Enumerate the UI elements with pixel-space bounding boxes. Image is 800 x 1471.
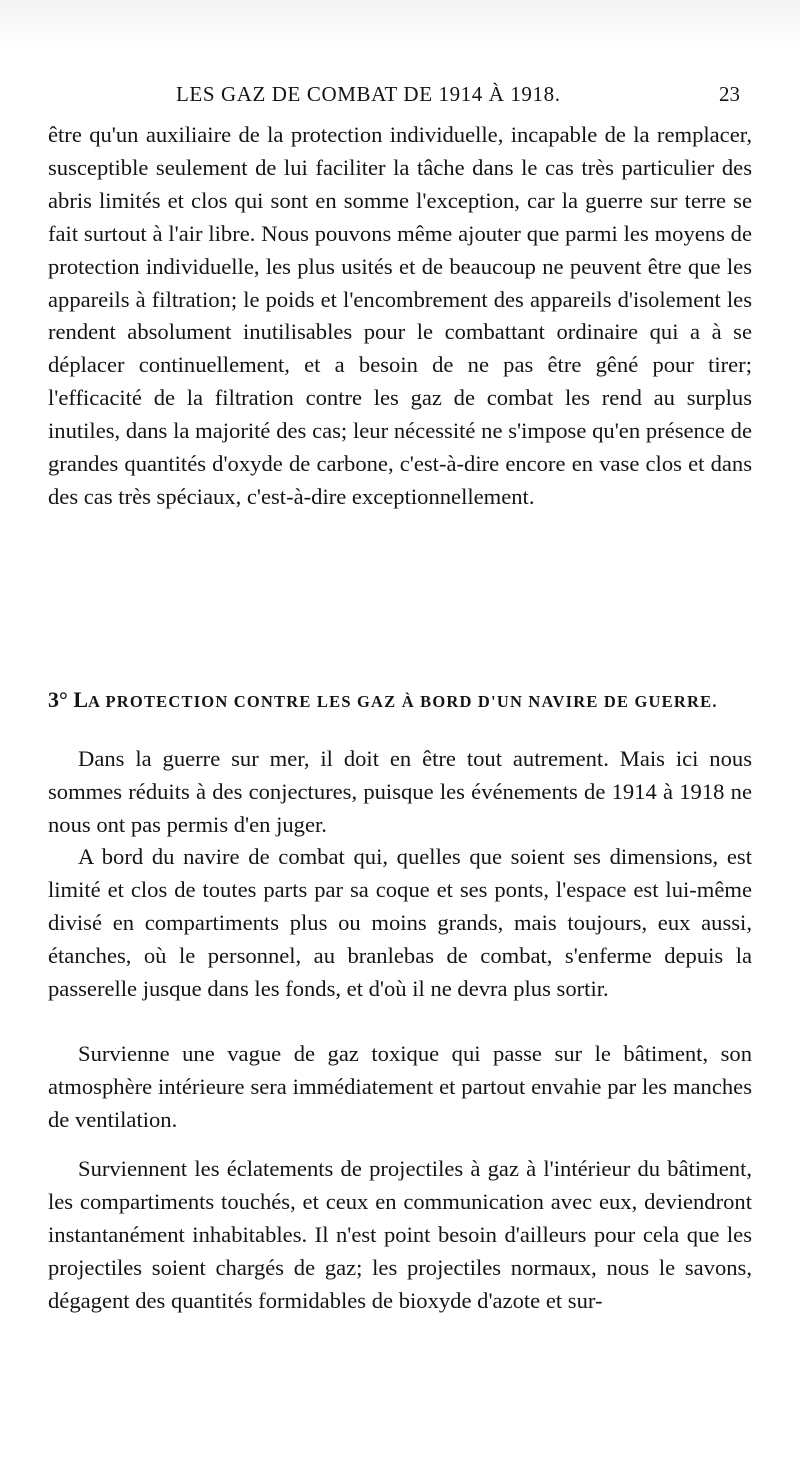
section-heading <box>48 684 752 718</box>
scan-edge-shading <box>0 0 800 48</box>
page-number: 23 <box>719 82 740 106</box>
paragraph: A bord du navire de combat qui, quelles que soient ses dimensions, est limité et clos de toutes parts par sa coque et ses ponts, l'espace est lui-même divisé en compartiments plus ou moins grands, mais toujours, eux aussi, étanches, où le personnel, au branlebas de combat, s'enferme depuis la passerelle jusque dans les fonds, et d'où il ne devra plus sortir. <box>48 844 752 1001</box>
section-number: 3° <box>48 687 68 712</box>
running-head <box>48 82 748 112</box>
running-title: LES GAZ DE COMBAT DE 1914 À 1918. <box>176 82 561 106</box>
section-initial: L <box>73 687 88 712</box>
paragraph-continuation: être qu'un auxiliaire de la protection individuelle, incapable de la remplacer, susceptible seulement de lui faciliter la tâche dans le cas très particulier des abris limités et clos qui sont en somme l'exception, car la guerre sur terre se fait surtout à l'air libre. Nous pouvons même ajouter que parmi les moyens de protection individuelle, les plus usités et de beaucoup ne peuvent être que les appareils à filtration; le poids et l'encombrement des appareils d'isolement les rendent absolument inutilisables pour le combattant ordinaire qui a à se déplacer continuellement, et a besoin de ne pas être gêné pour tirer; l'efficacité de la filtration contre les gaz de combat les rend au surplus inutiles, dans la majorité des cas; leur nécessité ne s'impose qu'en présence de grandes quantités d'oxyde de carbone, c'est-à-dire encore en vase clos et dans des cas très spéciaux, c'est-à-dire exceptionnellement. <box>48 122 752 509</box>
section-title: A PROTECTION CONTRE LES GAZ À BORD D'UN NAVIRE DE GUERRE. <box>88 692 718 711</box>
paragraph: Survienne une vague de gaz toxique qui passe sur le bâtiment, son atmosphère intérieure sera immédiatement et partout envahie par les manches de ventilation. <box>48 1041 752 1132</box>
paragraph: Surviennent les éclatements de projectiles à gaz à l'intérieur du bâtiment, les compartiments touchés, et ceux en communication avec eux, deviendront instantanément inhabitables. Il n'est point besoin d'ailleurs pour cela que les projectiles soient chargés de gaz; les projectiles normaux, nous le savons, dégagent des quantités formidables de bioxyde d'azote et sur- <box>48 1156 752 1313</box>
paragraph: Dans la guerre sur mer, il doit en être tout autrement. Mais ici nous sommes réduits à des conjectures, puisque les événements de 1914 à 1918 ne nous ont pas permis d'en juger. <box>48 746 752 837</box>
